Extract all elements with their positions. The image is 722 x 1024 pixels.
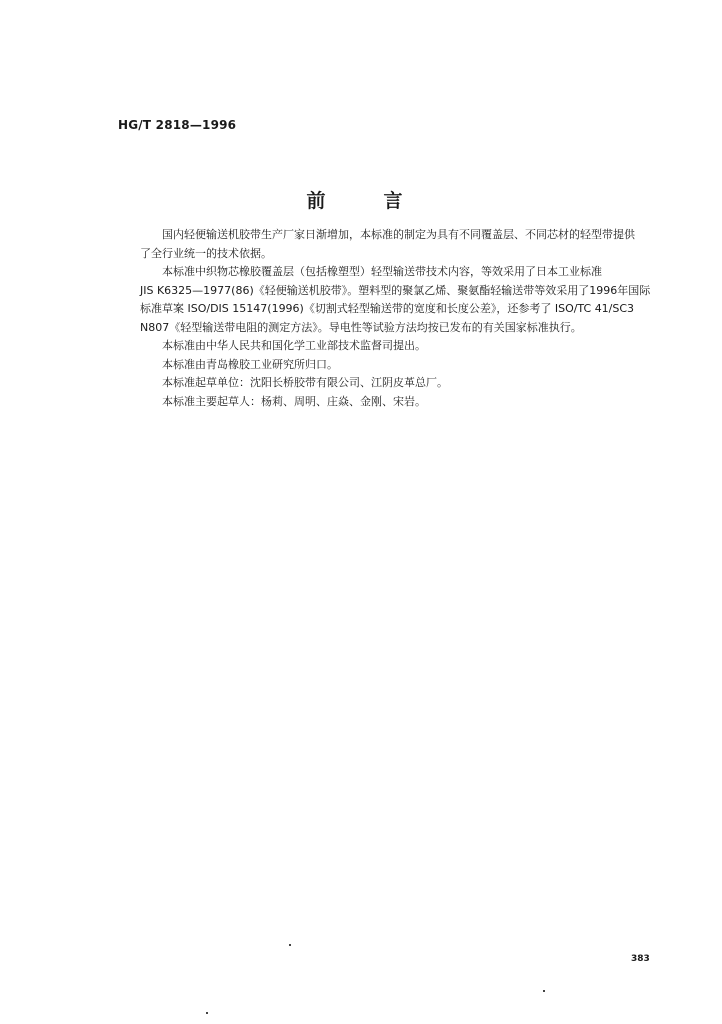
paragraph-proposer [118,337,678,356]
text-line: N807《轻型输送带电阻的测定方法》。导电性等试验方法均按已发布的有关国家标准执行。 [140,320,582,334]
paragraph-references [118,263,678,337]
foreword-body [118,226,678,411]
text-line: 了全行业统一的技术依据。 [140,246,272,260]
scan-speck [206,1012,208,1014]
text-line: 本标准主要起草人：杨莉、周明、庄焱、金刚、宋岩。 [162,394,426,408]
text-line: 本标准中织物芯橡胶覆盖层（包括橡塑型）轻型输送带技术内容，等效采用了日本工业标准 [162,265,602,278]
standard-code: HG/T 2818—1996 [118,118,237,132]
scan-speck [289,944,291,946]
page-number: 383 [631,954,650,964]
text-line: 本标准起草单位：沈阳长桥胶带有限公司、江阴皮革总厂。 [162,376,448,389]
paragraph-scope [118,226,678,263]
text-line: 本标准由中华人民共和国化学工业部技术监督司提出。 [162,339,426,352]
paragraph-drafters [118,393,678,412]
paragraph-administrator [118,356,678,375]
text-line: 标准草案 ISO/DIS 15147(1996)《切割式轻型输送带的宽度和长度公差》，还参考了 ISO/TC 41/SC3 [140,302,635,315]
text-line: JIS K6325—1977(86)《轻便输送机胶带》。塑料型的聚氯乙烯、聚氨酯轻输送带等效采用了1996年国际 [140,283,651,297]
paragraph-drafting-units [118,374,678,393]
text-line: 本标准由青岛橡胶工业研究所归口。 [162,357,338,371]
scan-speck [543,990,545,992]
section-title: 前言 [306,190,461,212]
text-line: 国内轻便输送机胶带生产厂家日渐增加，本标准的制定为具有不同覆盖层、不同芯材的轻型带提供 [162,228,635,241]
